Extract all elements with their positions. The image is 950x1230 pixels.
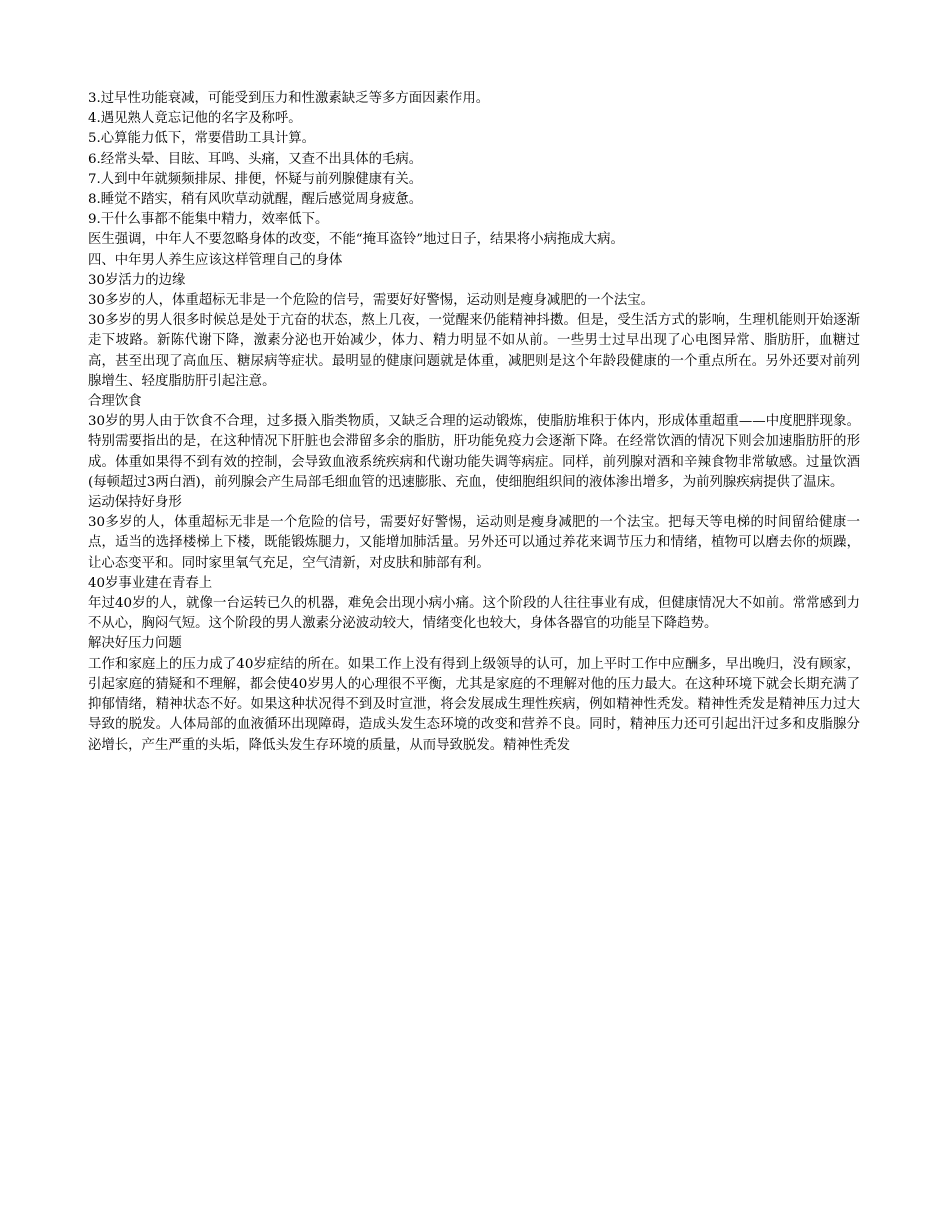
document-body xyxy=(88,89,860,756)
paragraph-age-40: 年过40岁的人，就像一台运转已久的机器，难免会出现小病小痛。这个阶段的人往往事业有成，但健康情况大不如前。常常感到力不从心，胸闷气短。这个阶段的男人激素分泌波动较大，情绪变化也较大，身体各器官的功能呈下降趋势。 xyxy=(88,596,860,632)
paragraph-30-physiology: 30多岁的男人很多时候总是处于亢奋的状态，熬上几夜，一觉醒来仍能精神抖擞。但是，受生活方式的影响，生理机能则开始逐渐走下坡路。新陈代谢下降，激素分泌也开始减少，体力、精力明显不如从前。一些男士过早出现了心电图异常、脂肪肝，血糖过高，甚至出现了高血压、糖尿病等症状。最明显的健康问题就是体重，减肥则是这个年龄段健康的一个重点所在。另外还要对前列腺增生、轻度脂肪肝引起注意。 xyxy=(88,313,860,389)
list-item-5: 5.心算能力低下，常要借助工具计算。 xyxy=(88,131,316,147)
paragraph-stress: 工作和家庭上的压力成了40岁症结的所在。如果工作上没有得到上级领导的认可，加上平时工作中应酬多，早出晚归，没有顾家，引起家庭的猜疑和不理解，都会使40岁男人的心理很不平衡，尤其是家庭的不理解对他的压力最大。在这种环境下就会长期充满了抑郁情绪，精神状态不好。如果这种状况得不到及时宣泄，将会发展成生理性疾病，例如精神性秃发。精神性秃发是精神压力过大导致的脱发。人体局部的血液循环出现障碍，造成头发生态环境的改变和营养不良。同时，精神压力还可引起出汗过多和皮脂腺分泌增长，产生严重的头垢，降低头发生存环境的质量，从而导致脱发。精神性秃发 xyxy=(88,656,860,753)
list-item-4: 4.遇见熟人竟忘记他的名字及称呼。 xyxy=(88,111,302,127)
section-heading-four: 四、中年男人养生应该这样管理自己的身体 xyxy=(88,252,343,268)
list-item-8: 8.睡觉不踏实，稍有风吹草动就醒，醒后感觉周身疲惫。 xyxy=(88,192,423,208)
subheading-diet: 合理饮食 xyxy=(88,394,142,410)
subheading-age-30: 30岁活力的边缘 xyxy=(88,272,186,288)
subheading-exercise: 运动保持好身形 xyxy=(88,495,182,511)
list-item-7: 7.人到中年就频频排尿、排便，怀疑与前列腺健康有关。 xyxy=(88,171,423,187)
paragraph-exercise: 30多岁的人，体重超标无非是一个危险的信号，需要好好警惕，运动则是瘦身减肥的一个法宝。把每天等电梯的时间留给健康一点，适当的选择楼梯上下楼，既能锻炼腿力，又能增加肺活量。另外还可以通过养花来调节压力和情绪，植物可以磨去你的烦躁，让心态变平和。同时家里氧气充足，空气清新，对皮肤和肺部有利。 xyxy=(88,515,860,571)
subheading-age-40: 40岁事业建在青春上 xyxy=(88,575,213,591)
list-item-3: 3.过早性功能衰减，可能受到压力和性激素缺乏等多方面因素作用。 xyxy=(88,91,490,106)
list-item-9: 9.干什么事都不能集中精力，效率低下。 xyxy=(88,212,329,228)
paragraph-30-weight: 30多岁的人，体重超标无非是一个危险的信号，需要好好警惕，运动则是瘦身减肥的一个法宝。 xyxy=(88,293,655,309)
list-item-6: 6.经常头晕、目眩、耳鸣、头痛，又查不出具体的毛病。 xyxy=(88,151,423,167)
subheading-stress: 解决好压力问题 xyxy=(88,636,182,652)
doctor-advice-paragraph: 医生强调，中年人不要忽略身体的改变，不能“掩耳盗铃”地过日子，结果将小病拖成大病。 xyxy=(88,232,624,248)
paragraph-diet: 30岁的男人由于饮食不合理，过多摄入脂类物质，又缺乏合理的运动锻炼，使脂肪堆积于体内，形成体重超重——中度肥胖现象。特别需要指出的是，在这种情况下肝脏也会滞留多余的脂肪，肝功能免疫力会逐渐下降。在经常饮酒的情况下则会加速脂肪肝的形成。体重如果得不到有效的控制，会导致血液系统疾病和代谢功能失调等病症。同样，前列腺对酒和辛辣食物非常敏感。过量饮酒(每顿超过3两白酒)，前列腺会产生局部毛细血管的迅速膨胀、充血，使细胞组织间的液体渗出增多，为前列腺疾病提供了温床。 xyxy=(88,414,860,490)
